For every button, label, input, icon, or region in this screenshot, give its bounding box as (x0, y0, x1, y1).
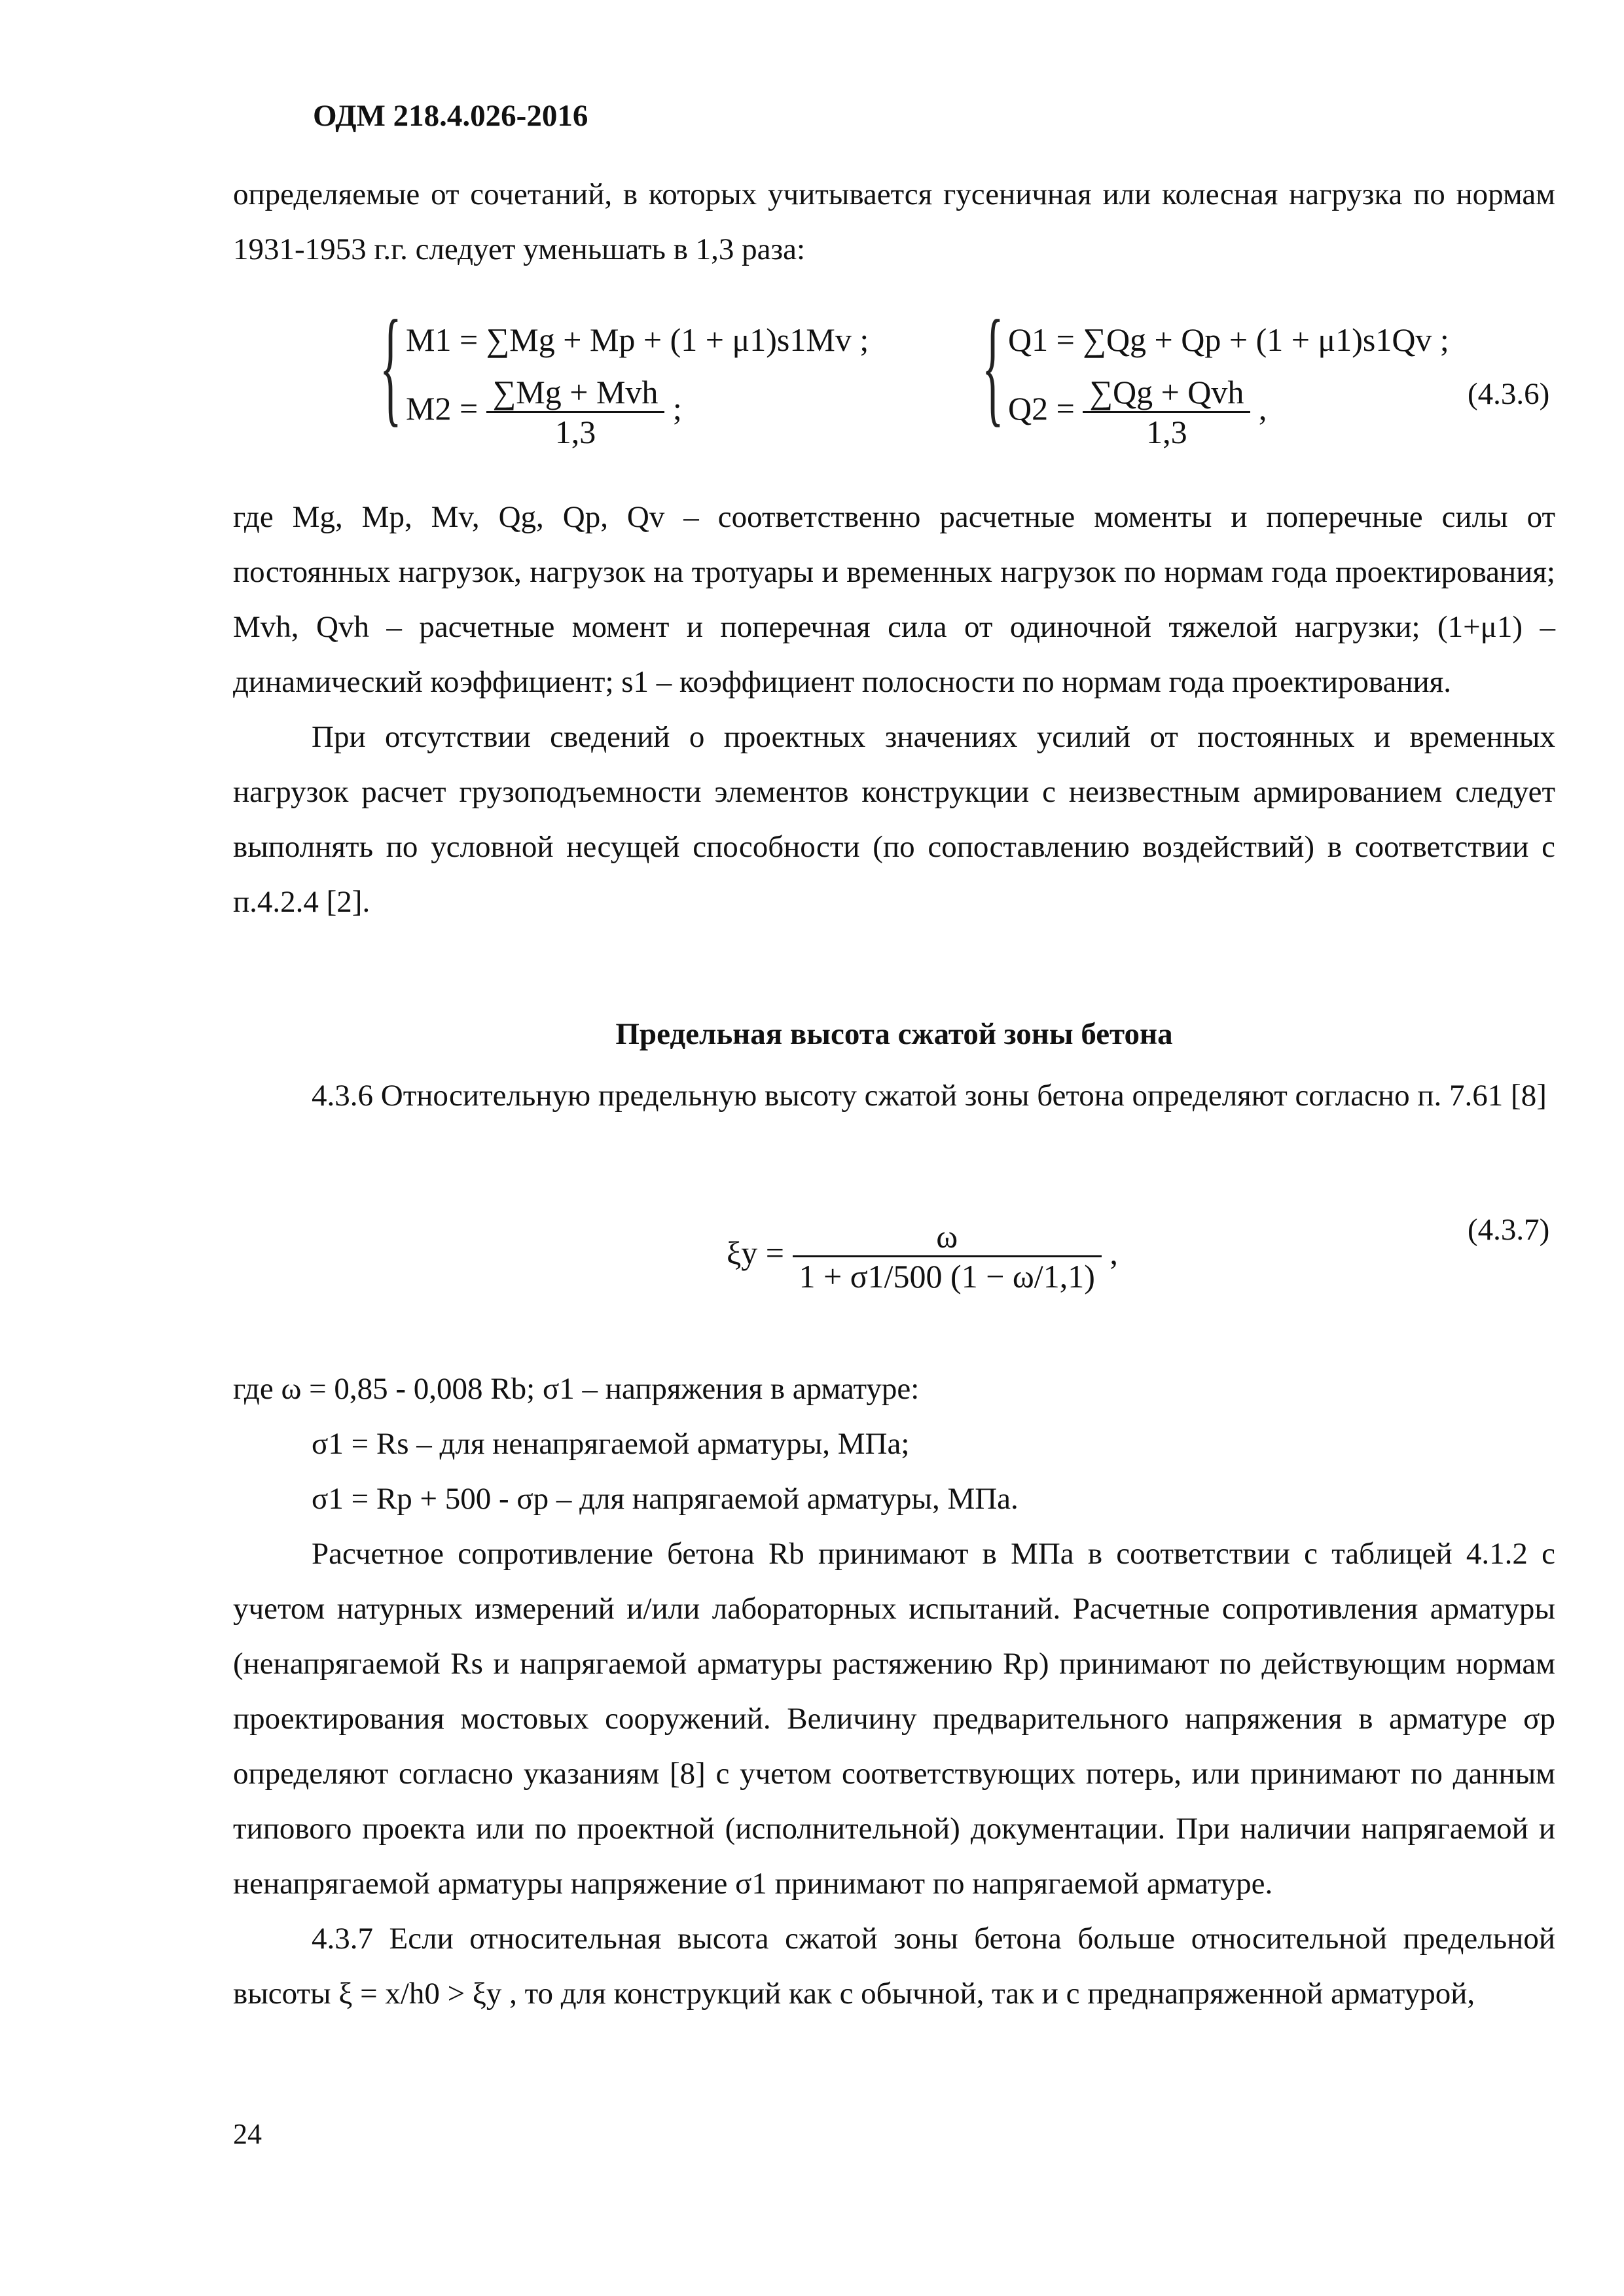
section-heading: Предельная высота сжатой зоны бетона (615, 1017, 1173, 1051)
equation-m2-end: ; (672, 389, 682, 427)
paragraph-4: 4.3.6 Относительную предельную высоту сжатой зоны бетона определяют согласно п. 7.61 [8] (312, 1079, 1547, 1113)
equation-xi (727, 1191, 1118, 1335)
equation-q2-lhs: Q2 = (1008, 389, 1075, 427)
equation-q2-numerator: ∑Qg + Qvh (1083, 373, 1250, 413)
left-brace: { (380, 294, 402, 439)
paragraph-3: При отсутствии сведений о проектных значениях усилий от постоянных и временных нагрузок расчет грузоподъемности элементов конструкции с неизвестным армированием следует выполнять по условной несущей способности (по сопоставлению воздействий) в соответствии с п.4.2.4 [2]. (233, 720, 1555, 919)
paragraph-7: σ1 = Rp + 500 - σp – для напрягаемой арматуры, МПа. (312, 1482, 1019, 1516)
equation-q2-denominator: 1,3 (1146, 414, 1187, 450)
equation-m1: M1 = ∑Mg + Mp + (1 + μ1)s1Mv ; (406, 321, 869, 358)
equation-xi-row (727, 1217, 1118, 1295)
equation-m-system (380, 294, 869, 478)
equation-q-system (982, 294, 1449, 478)
equation-number-4-3-7: (4.3.7) (1468, 1213, 1550, 1247)
paragraph-2: где Mg, Mp, Mv, Qg, Qp, Qv – соответственно расчетные моменты и поперечные силы от постоянных нагрузок, нагрузок на тротуары и временных нагрузок по нормам года проектирования; Mvh, Qvh – расчетные момент и поперечная сила от одиночной тяжелой нагрузки; (1+μ1) – динамический коэффициент; s1 – коэффициент полосности по нормам года проектирования. (233, 500, 1555, 699)
equation-m2 (406, 373, 682, 451)
page-number: 24 (233, 2118, 262, 2150)
paragraph-6: σ1 = Rs – для ненапрягаемой арматуры, МПа; (312, 1427, 910, 1461)
equation-number-4-3-6: (4.3.6) (1468, 377, 1550, 411)
equation-q2-fraction (1083, 373, 1250, 451)
equation-xi-end: , (1110, 1234, 1118, 1271)
equation-q1: Q1 = ∑Qg + Qp + (1 + μ1)s1Qv ; (1008, 321, 1449, 358)
equation-m2-numerator: ∑Mg + Mvh (486, 373, 665, 413)
equation-xi-numerator: ω (793, 1217, 1102, 1257)
paragraph-5: где ω = 0,85 - 0,008 Rb; σ1 – напряжения в арматуре: (233, 1372, 920, 1406)
paragraph-9: 4.3.7 Если относительная высота сжатой зоны бетона больше относительной предельной высоты ξ = x/h0 > ξy , то для конструкций как с обычной, так и с преднапряженной арматурой, (233, 1922, 1555, 2011)
paragraph-8: Расчетное сопротивление бетона Rb принимают в МПа в соответствии с таблицей 4.1.2 с учетом натурных измерений и/или лабораторных испытаний. Расчетные сопротивления арматуры (ненапрягаемой Rs и напрягаемой арматуры растяжению Rp) принимают по действующим нормам проектирования мостовых сооружений. Величину предварительного напряжения в арматуре σp определяют согласно указаниям [8] с учетом соответствующих потерь, или принимают по данным типового проекта или по проектной (исполнительной) документации. При наличии напрягаемой и ненапрягаемой арматуры напряжение σ1 принимают по напрягаемой арматуре. (233, 1537, 1555, 1901)
equation-xi-denominator: 1 + σ1/500 (1 − ω/1,1) (799, 1258, 1095, 1295)
paragraphs-group-1 (233, 490, 1555, 929)
paragraph-1: определяемые от сочетаний, в которых учитывается гусеничная или колесная нагрузка по нормам 1931-1953 г.г. следует уменьшать в 1,3 раза: (233, 177, 1555, 266)
paragraph-4-container (233, 1068, 1555, 1123)
equation-q2 (1008, 373, 1267, 451)
equation-xi-fraction (793, 1217, 1102, 1295)
equation-m2-fraction (486, 373, 665, 451)
paragraph-1-container (233, 167, 1555, 277)
equation-m2-denominator: 1,3 (554, 414, 596, 450)
equation-m2-lhs: M2 = (406, 389, 478, 427)
equation-xi-lhs: ξy = (727, 1234, 784, 1271)
right-brace: { (982, 294, 1004, 439)
document-header: ОДМ 218.4.026-2016 (313, 99, 588, 133)
paragraphs-group-2 (233, 1361, 1555, 2021)
equation-q2-end: , (1258, 389, 1267, 427)
